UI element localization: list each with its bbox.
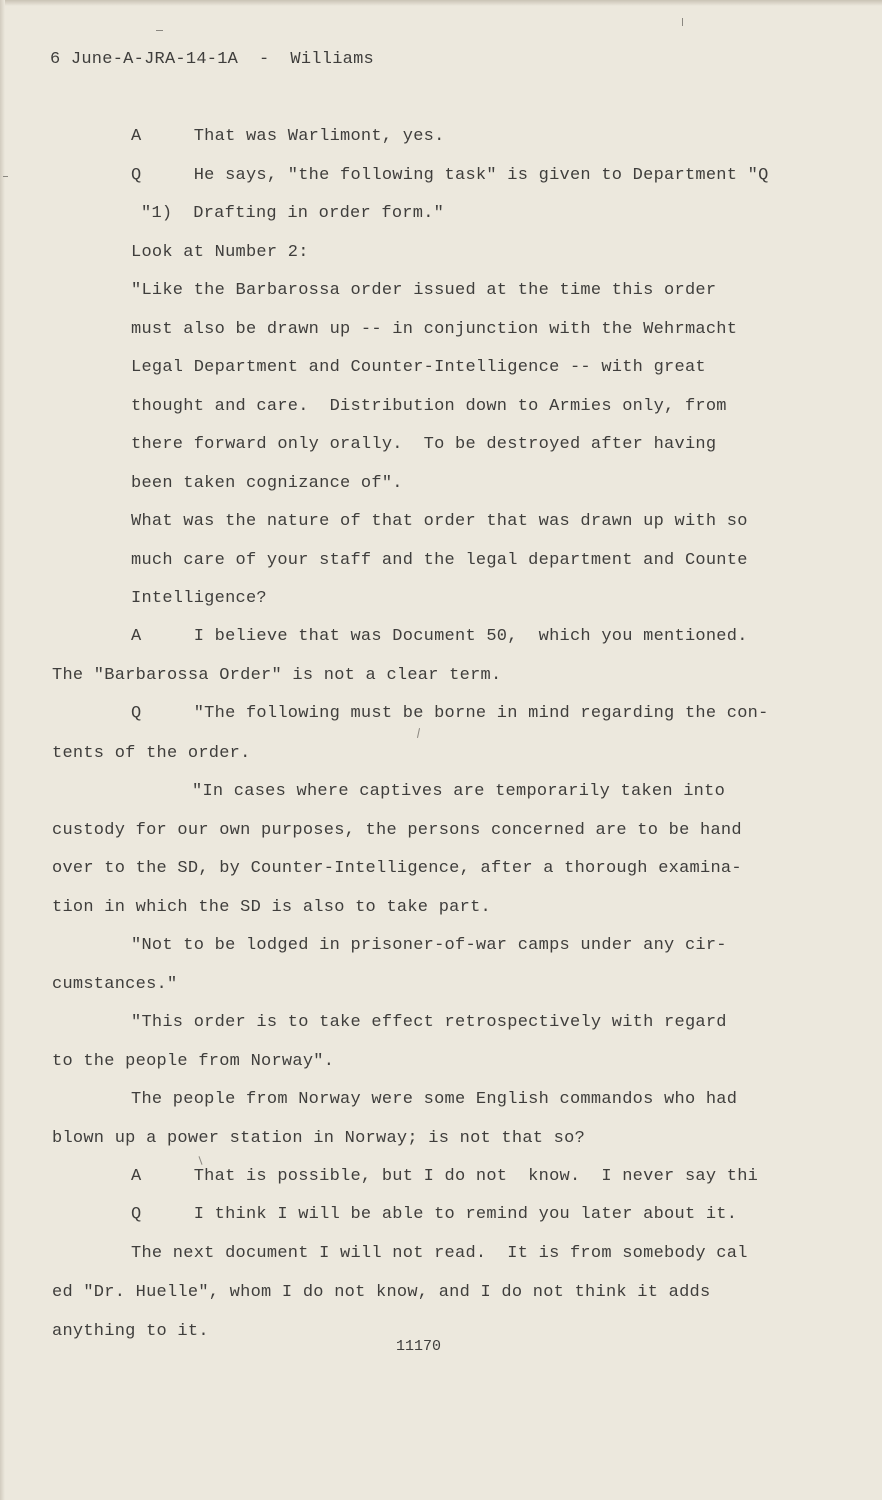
text-line: Look at Number 2: <box>131 243 309 262</box>
text-line: tents of the order. <box>52 744 251 763</box>
text-line: The people from Norway were some English commandos who had <box>131 1090 738 1109</box>
text-line: over to the SD, by Counter-Intelligence, after a thorough examina- <box>52 859 742 878</box>
text-line: ed "Dr. Huelle", whom I do not know, and I do not think it adds <box>52 1283 711 1302</box>
page-number: 11170 <box>396 1338 442 1355</box>
text-line: there forward only orally. To be destroyed after having <box>131 435 717 454</box>
stray-mark <box>156 30 163 31</box>
text-line: Q I think I will be able to remind you later about it. <box>131 1205 738 1224</box>
page-top-edge <box>0 0 882 6</box>
text-line: must also be drawn up -- in conjunction with the Wehrmacht <box>131 320 738 339</box>
text-line: "This order is to take effect retrospectively with regard <box>131 1013 727 1032</box>
document-header: 6 June-A-JRA-14-1A - Williams <box>50 50 375 69</box>
text-line: The next document I will not read. It is from somebody cal <box>131 1244 748 1263</box>
text-line: cumstances." <box>52 975 178 994</box>
text-line: "Like the Barbarossa order issued at the time this order <box>131 281 717 300</box>
text-line: Intelligence? <box>131 589 267 608</box>
text-line: to the people from Norway". <box>52 1052 335 1071</box>
text-line: anything to it. <box>52 1322 209 1341</box>
text-line: A That is possible, but I do not know. I never say thi <box>131 1167 759 1186</box>
stray-mark <box>198 1156 202 1165</box>
text-line: A That was Warlimont, yes. <box>131 127 445 146</box>
text-line: "1) Drafting in order form." <box>141 204 445 223</box>
text-line: What was the nature of that order that was drawn up with so <box>131 512 748 531</box>
text-line: The "Barbarossa Order" is not a clear term. <box>52 666 502 685</box>
text-line: Q He says, "the following task" is given to Department "Q <box>131 166 769 185</box>
text-line: Legal Department and Counter-Intelligence -- with great <box>131 358 706 377</box>
text-line: custody for our own purposes, the persons concerned are to be hand <box>52 821 742 840</box>
text-line: "In cases where captives are temporarily taken into <box>192 782 726 801</box>
stray-mark <box>417 728 420 738</box>
text-line: much care of your staff and the legal department and Counte <box>131 551 748 570</box>
text-line: been taken cognizance of". <box>131 474 403 493</box>
text-line: Q "The following must be borne in mind regarding the con- <box>131 704 769 723</box>
text-line: thought and care. Distribution down to Armies only, from <box>131 397 727 416</box>
stray-mark <box>3 176 8 177</box>
text-line: blown up a power station in Norway; is not that so? <box>52 1129 586 1148</box>
text-line: "Not to be lodged in prisoner-of-war camps under any cir- <box>131 936 727 955</box>
text-line: A I believe that was Document 50, which you mentioned. <box>131 627 748 646</box>
text-line: tion in which the SD is also to take part. <box>52 898 491 917</box>
page-left-edge <box>0 0 5 1500</box>
stray-mark <box>682 18 683 26</box>
